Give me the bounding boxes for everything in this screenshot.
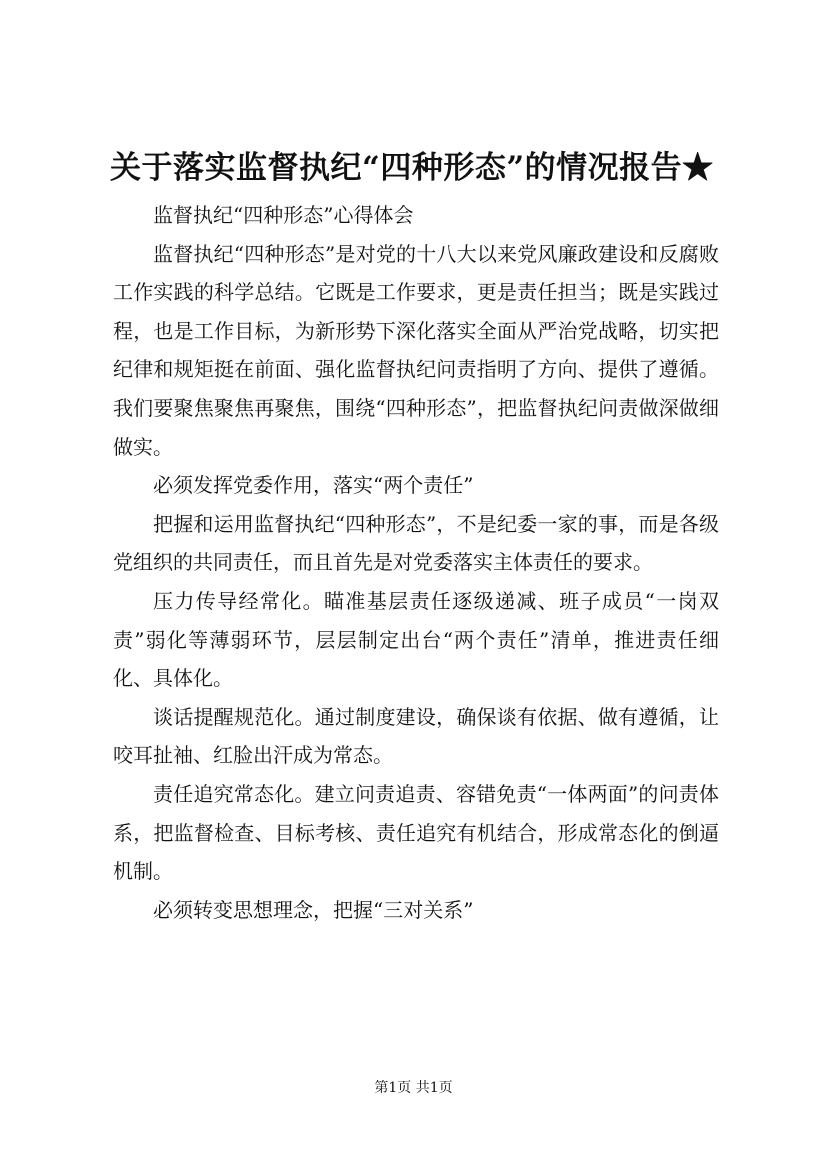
section-heading: 必须转变思想理念，把握“三对关系” [153, 897, 474, 922]
page-footer: 第1页 共1页 [374, 1080, 453, 1096]
document-title: 关于落实监督执纪“四种形态”的情况报告★ [110, 150, 714, 186]
paragraph: 监督执纪“四种形态”是对党的十八大以来党风廉政建设和反腐败工作实践的科学总结。它既是工作要求，更是责任担当；既是实践过程，也是工作目标，为新形势下深化落实全面从严治党战略，切实把纪律和规矩挺在前面、强化监督执纪问责指明了方向、提供了遵循。我们要聚焦聚焦再聚焦，围绕“四种形态”，把监督执纪问责做深做细做实。 [113, 241, 719, 459]
paragraph: 谈话提醒规范化。通过制度建设，确保谈有依据、做有遵循，让咬耳扯袖、红脸出汗成为常态。 [113, 704, 719, 768]
document-body [113, 196, 719, 929]
section-heading: 必须发挥党委作用，落实“两个责任” [153, 473, 474, 498]
paragraph-subtitle: 监督执纪“四种形态”心得体会 [153, 203, 414, 227]
paragraph: 压力传导经常化。瞄准基层责任逐级递减、班子成员“一岗双责”弱化等薄弱环节，层层制定出台“两个责任”清单，推进责任细化、具体化。 [113, 588, 719, 691]
paragraph: 把握和运用监督执纪“四种形态”，不是纪委一家的事，而是各级党组织的共同责任，而且首先是对党委落实主体责任的要求。 [113, 511, 719, 575]
paragraph: 责任追究常态化。建立问责追责、容错免责“一体两面”的问责体系，把监督检查、目标考核、责任追究有机结合，形成常态化的倒逼机制。 [113, 781, 719, 884]
